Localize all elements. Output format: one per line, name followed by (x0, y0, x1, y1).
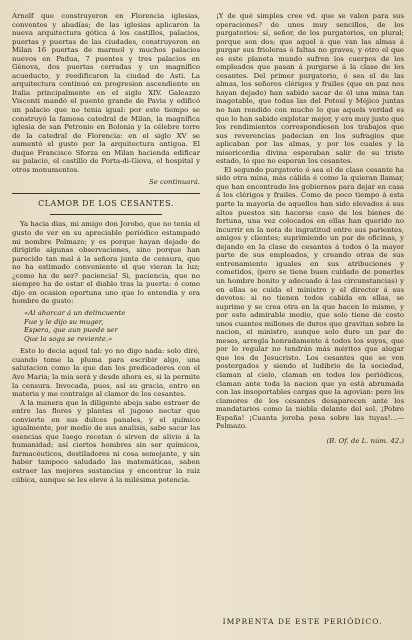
article-paragraph: Ya hacia dias, mi amigo don Jorobo, que no tenia el gusto de ver en su apreciable periódico estampado mi nombre Pelmazo; y es porque hayan dejado de dirigirle algunas observaciones, sino porque han parecido tan mal á la señora junta de censura, que no ha estimado conveniente el que vieran la luz; ¿como ha de ser? paciencia! Si, paciencia, que no siempre ha de estar el diablo tras la puerta: ó como dijo en ocasion oportuna uno que lo entendia y era hombre de gusto: (12, 220, 200, 306)
section-heading: CLAMOR DE LOS CESANTES. (38, 198, 174, 208)
article-paragraph: El segundo purgatorio ó sea el de clase cesante ha sido otra mina, más cálida é como la quieran llamar, que han encontrado los gobiernos para dejar en casa á los clérigos y frailes. Como de poco tiempo á esta parte la mayoría de aquellos han sido elevados á sus altos puestos sin hacerse caso de los bienes de fortuna, una vez colocados en ellas han querido no incurrir en la nota de ingratitud entre sus parientes, amigos y clientes; suprimiendo un par de oficinas, y dejando en la clase de cesantes á todos ó la mayor parte de sus empleados, y creando otras de sus entrenamiento iguales en sus atribuciones y cometidos, (pero se tiene buen cuidado de ponerles un hombre bonito y adecuado á las circunstancias) y en ellas se cuida el ministro y el director á sus devotos: si no tienen todos cabida en ellas, se suprime y se crea otra en la que hacen lo mismo, y por este admirable medio, que solo tiene de costo unos cuantos millones de duros que gravitan sobre la nacion, el ministro, aunque solo dure un par de meses, arregla honradamente á todos los suyos, que por lo regular no tendrán más méritos que alegar que los de Jesucristo. Los cesantes que se ven postergados y siendo el ludibrio de la sociedad, claman al cielo, claman en todos los periódicos, claman ante toda la nacion que ya está abrumada con las insoportables cargas que la agovian: pero los clamores de los cesantes desaparecen ante los mandatarios como la niebla delante del sol. ¡Pobre España! ¡Cuanta joroba pesa sobre las tuyas!...—Pelmazo. (216, 165, 404, 431)
two-column-layout (12, 12, 404, 632)
article-paragraph: A la manera que la diligente abeja sabe estraer de entre las flores y plantas el jugoso nectar que convierte en sus dulces panales, y el químico igualmente, por medio de sus analisis, sabe sacar las esencias que luego recetan ó sirven de alivio á la humanidad; así ciertos hombres sin ser químicos, farmacéuticos, destiladores ni cosa semejante, y sin haber tampoco saludado las matemáticas, saben estraer las mejores sustancias y encontrar la raiz cúbica, aunque se les eleve á la milésima potencia. (12, 398, 200, 484)
verse-line: Que la soga se reviente.» (24, 334, 113, 343)
continuation-note: Se continuará. (149, 178, 200, 187)
verse-line: Espera, que aun puede ser (24, 326, 118, 335)
article-paragraph: Arnolf que construyeron en Florencia iglesias, conventos y abadías; de las iglesias aplicaron la nueva arquitectura gótica á los castillos, palacios, puertas y puertas de las ciudades, construyeron en Milan 16 puertas de marmol y muchos palacios nuevos en Padua, 7 puentes y tres palacios en Génova, dos puertas cerradas y un magnífico acueducto, y reedificaron la ciudad de Asti. La arquitectura continuó en progresion ascendiente en Italia principalmente en el siglo XIV. Galeazzo Visconti mandó el puente grande de Pavia y edificó un palacio que no tenia igual: por este tiempo se construyó la famosa catedral de Milan, la magnífica iglesia de san Petronio en Bolonia y la célebre torre de la catedral de Florencia: en el siglo XV se aumentó el gusto por la arquitectura antigua. El duque Francisco Sforza en Milan hacienda edificar su palacio, el castillo de Porta-di-Giova, el hospital y otros monumentos. (12, 12, 200, 174)
verse-line: Fue y le dijo su muger, (24, 317, 104, 326)
section-divider (12, 193, 200, 194)
article-paragraph: ¡Y de qué simples cree vd. que se valen para sus operaciones? de unos muy sencillos, de los purgatorios: sí, señor, de los purgatorios, en plural; porque son dos; que aquel á que van las almas á purgar sus frioleras ó faltas no graves, y otro el que es este planeta mundo sufren los cuerpos de los empleados que pasan á purgarse á la clase de los cesantes. Del primer purgatorio, ó sea el de las almas, los señores clérigos y frailes (que en paz nos hayan dejado) han sabido sacar de él una mina tan inagotable, que todas las del Potosí y Méjico juntas no han rendido con mucho lo que aquels verdad es que lo han sabido explotar mejor, y era muy justo que los rendimientos correspondiesen los trabajos que sus reverencias padecian en los sufragios que aplicaban por las almas, y por los cuales y la misericordia divina esperaban salir de su triste estado, lo que no esperan los cesantes. (216, 12, 404, 166)
right-column (208, 12, 404, 632)
heading-divider (50, 214, 163, 215)
printer-imprint: IMPRENTA DE ESTE PERIÓDICO. (222, 617, 383, 626)
verse-line: «Al ahorcar á un delincuente (24, 308, 126, 317)
article-paragraph: Esto lo decia aquel tal: yo no digo nada: solo diré, cuando tome la pluma para escribir algo, una salutacion como la que dan los predicadores con el Ave Maria; la mia será y desde ahora es, si la permite la censura. Invocada, pues, así su gracia, entro en materia y me contraigo al clamor de los cesantes. (12, 347, 200, 399)
left-column (12, 12, 208, 632)
source-citation: (B. Of. de L. núm. 42.) (326, 436, 404, 445)
verse-quote (24, 309, 200, 343)
